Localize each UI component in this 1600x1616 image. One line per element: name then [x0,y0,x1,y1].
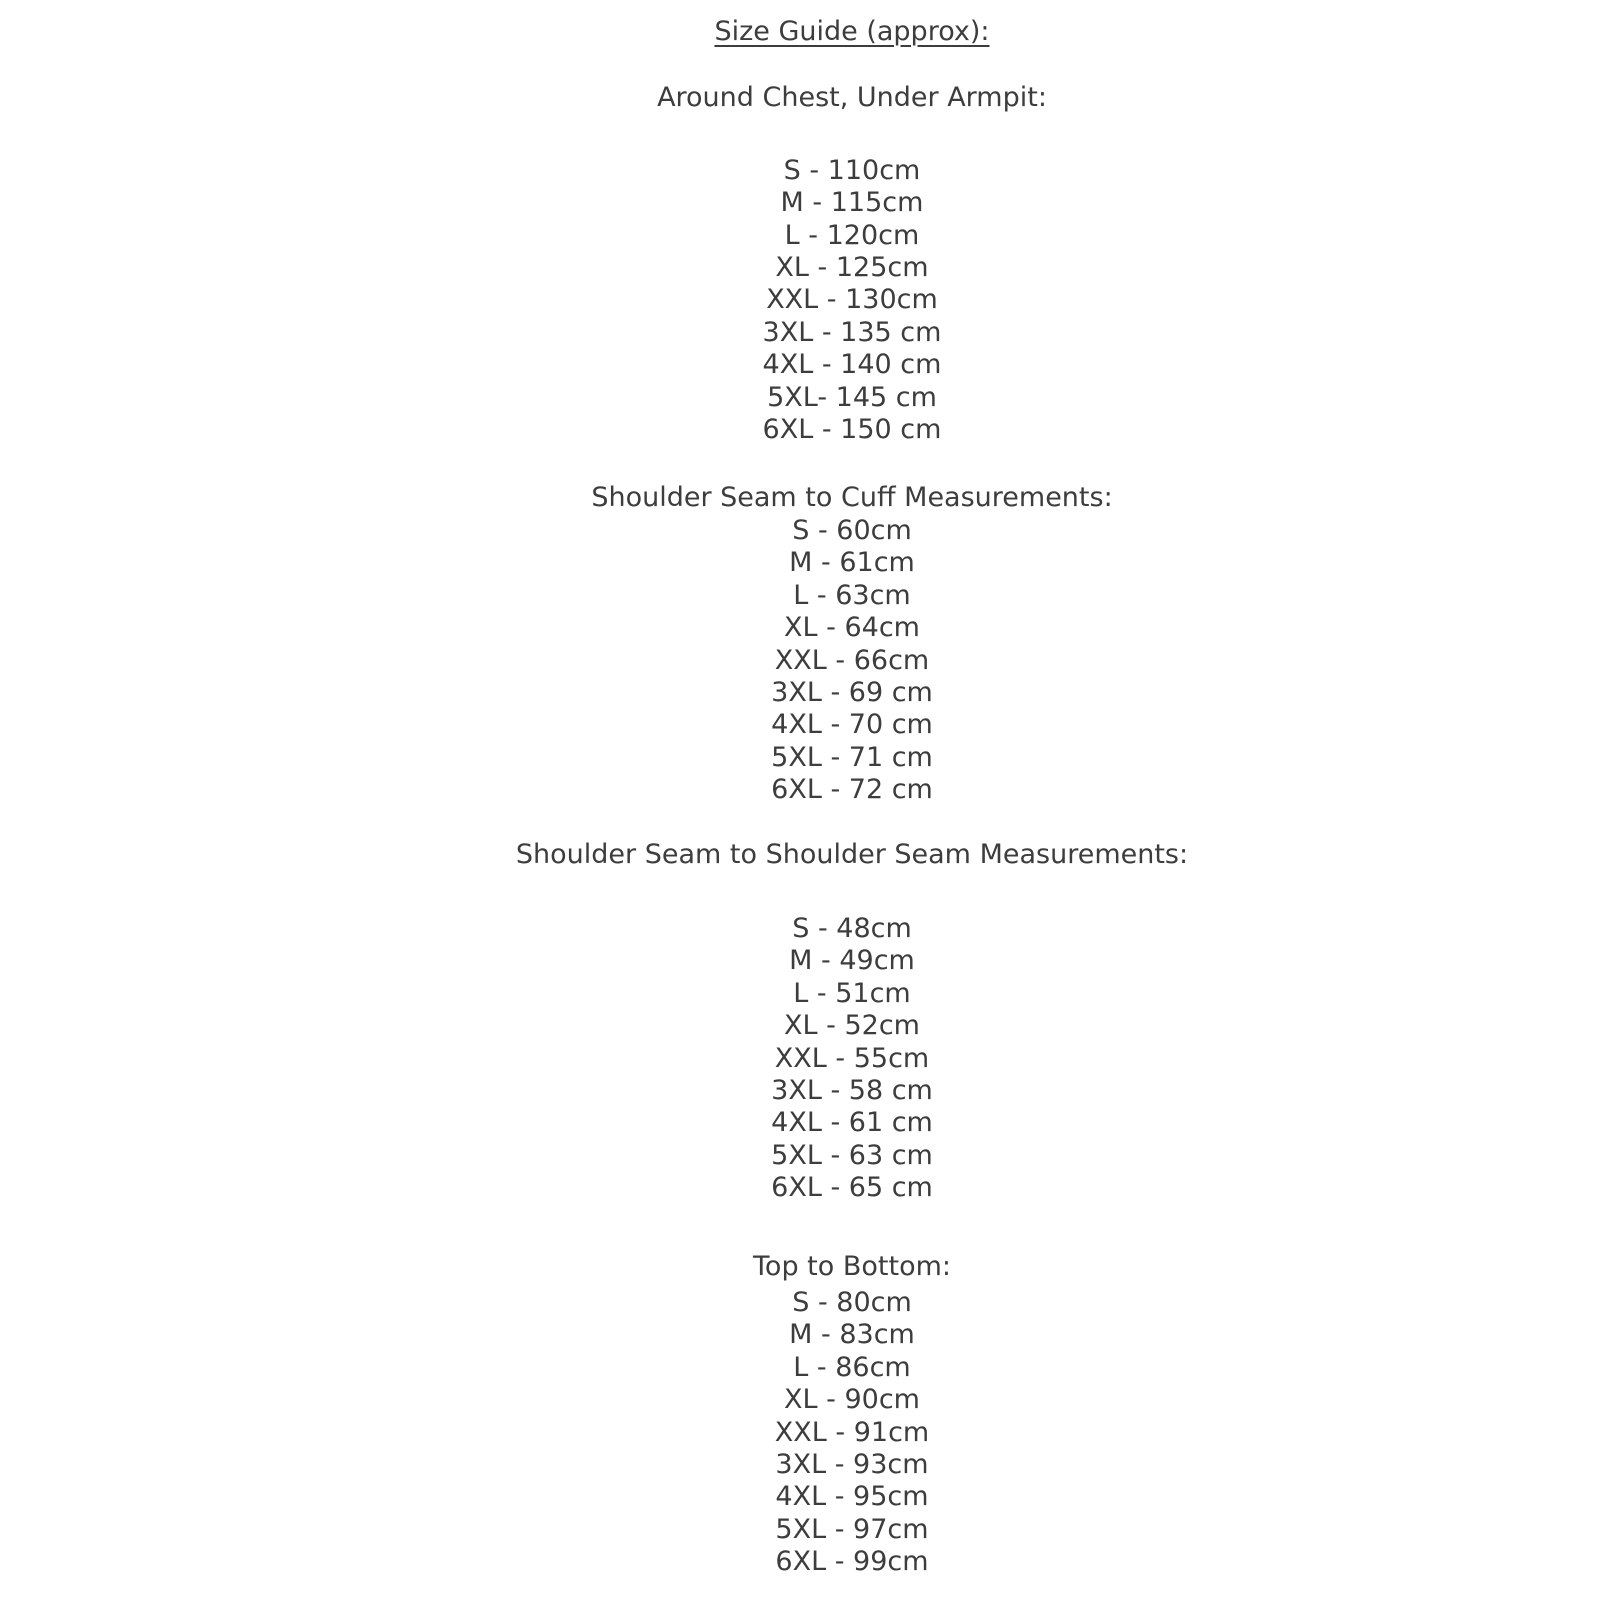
size-line: S - 80cm [792,1287,912,1318]
size-line: 4XL - 95cm [775,1481,929,1513]
size-line: XXL - 91cm [774,1416,930,1448]
size-line: M - 61cm [789,547,915,579]
size-line: XL - 52cm [784,1010,920,1042]
size-guide-document [0,16,1600,1579]
size-line: XXL - 55cm [774,1042,930,1074]
size-line: S - 60cm [792,514,912,546]
size-line: 3XL - 135 cm [762,316,942,348]
size-line: XXL - 66cm [774,644,930,676]
size-line: 6XL - 65 cm [771,1172,933,1204]
size-line: XL - 90cm [784,1384,920,1416]
size-line: 3XL - 69 cm [771,676,933,708]
size-line: 5XL - 97cm [775,1513,929,1545]
size-line: 4XL - 70 cm [771,709,933,741]
size-line: M - 115cm [780,187,924,219]
size-list-seam-to-cuff [104,515,1600,807]
size-line: XL - 125cm [775,252,929,284]
size-line: M - 49cm [789,945,915,977]
size-line: XL - 64cm [784,612,920,644]
size-line: 3XL - 93cm [775,1449,929,1481]
size-line: 3XL - 58 cm [771,1074,933,1106]
size-line: 6XL - 72 cm [771,774,933,806]
size-line: M - 83cm [789,1319,915,1351]
size-line: XXL - 130cm [766,284,938,316]
section-heading-seam-to-cuff: Shoulder Seam to Cuff Measurements: [591,482,1113,514]
size-line: S - 48cm [792,912,912,944]
size-line: S - 110cm [783,154,921,186]
size-line: L - 63cm [793,579,911,611]
page-title: Size Guide (approx): [714,16,990,47]
size-line: 5XL - 71 cm [771,741,933,773]
size-line: 6XL - 99cm [775,1546,929,1578]
size-list-around-chest [104,155,1600,447]
section-heading-top-to-bottom: Top to Bottom: [753,1250,951,1282]
size-line: 5XL- 145 cm [767,381,937,413]
size-line: L - 86cm [793,1351,911,1383]
size-line: 5XL - 63 cm [771,1139,933,1171]
size-line: 4XL - 140 cm [762,349,942,381]
size-line: 6XL - 150 cm [762,414,942,446]
size-line: L - 51cm [793,977,911,1009]
size-list-top-to-bottom [104,1287,1600,1579]
size-line: 4XL - 61 cm [771,1107,933,1139]
section-heading-seam-to-seam: Shoulder Seam to Shoulder Seam Measurements: [515,838,1189,870]
section-heading-around-chest: Around Chest, Under Armpit: [657,82,1047,114]
size-line: L - 120cm [784,219,920,251]
size-list-seam-to-seam [104,913,1600,1205]
